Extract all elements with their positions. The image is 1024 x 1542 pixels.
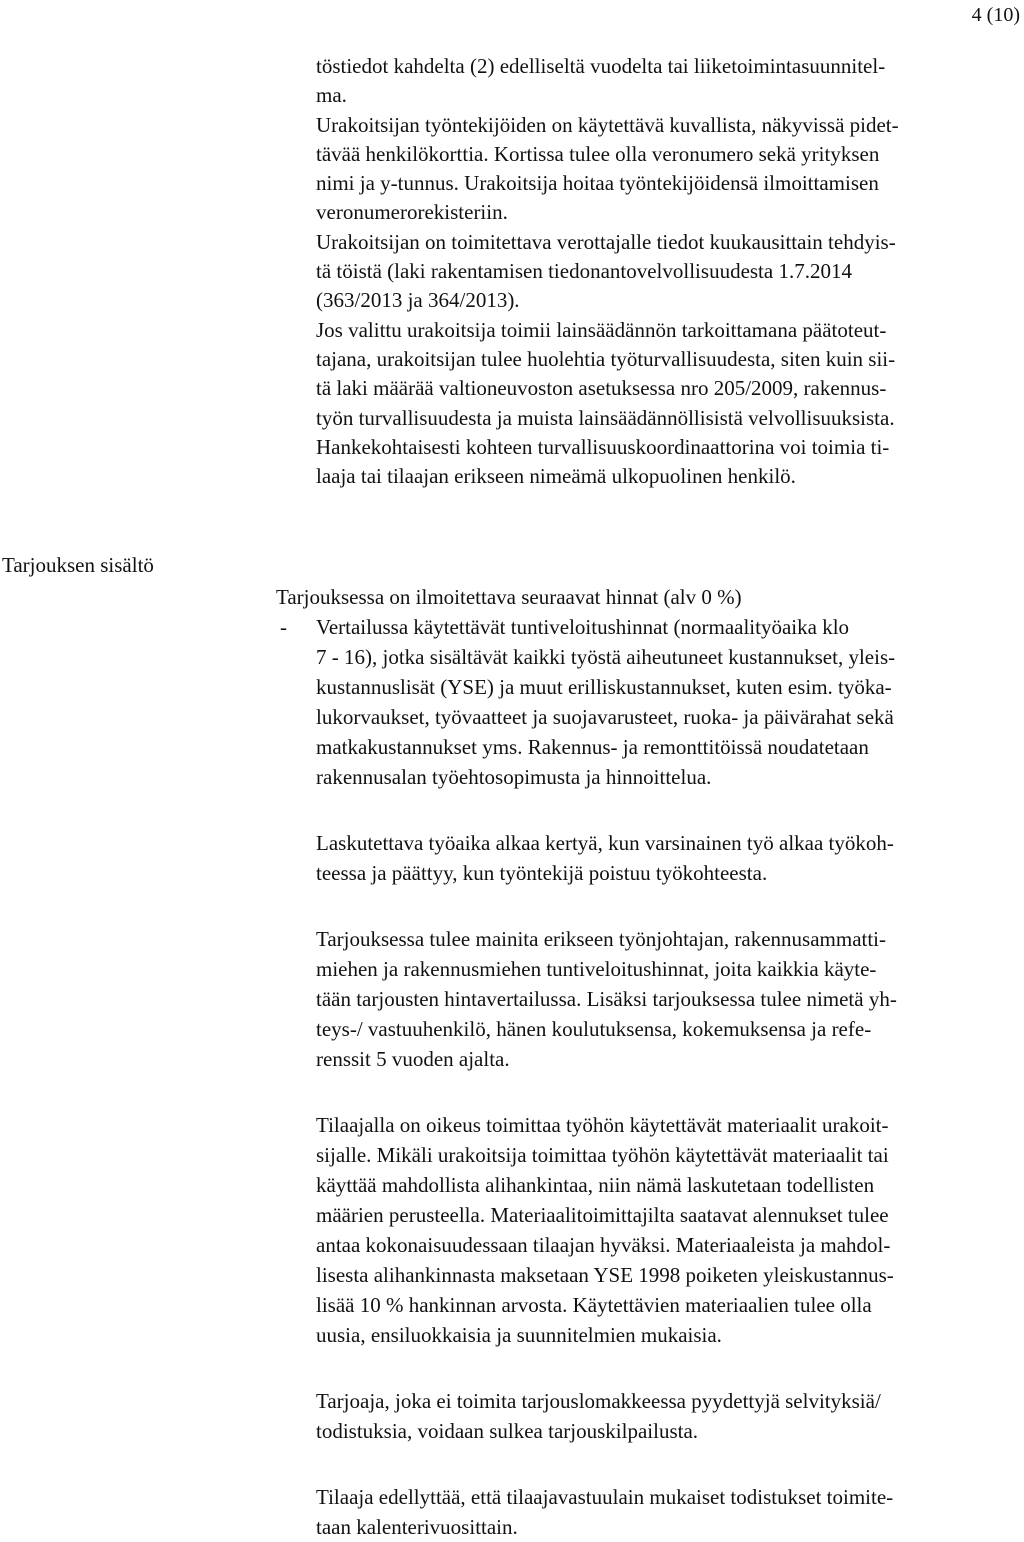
text-line: töstiedot kahdelta (2) edelliseltä vuodelta tai liiketoimintasuunnitel- <box>316 54 886 78</box>
text-line: rakennusalan työehtosopimusta ja hinnoittelua. <box>316 765 712 789</box>
text-line: Hankekohtaisesti kohteen turvallisuuskoordinaattorina voi toimia ti- <box>316 434 890 459</box>
paragraph-gap <box>276 888 1016 924</box>
text-line: tajana, urakoitsijan tulee huolehtia työturvallisuudesta, siten kuin sii- <box>316 346 896 371</box>
text-line: Laskutettava työaika alkaa kertyä, kun varsinainen työ alkaa työkoh- <box>316 831 894 855</box>
list-item <box>276 612 1016 792</box>
text-line: teys-/ vastuuhenkilö, hänen koulutuksensa, kokemuksensa ja refe- <box>316 1017 872 1041</box>
section-body <box>276 582 1016 1542</box>
text-line: tä laki määrää valtioneuvoston asetuksessa nro 205/2009, rakennus- <box>316 376 887 401</box>
bullet-dash: - <box>280 615 287 639</box>
text-line: Tilaaja edellyttää, että tilaajavastuulain mukaiset todistukset toimite- <box>316 1485 894 1509</box>
text-line: miehen ja rakennusmiehen tuntiveloitushinnat, joita kaikkia käyte- <box>316 957 877 981</box>
text-line: kustannuslisät (YSE) ja muut erilliskustannukset, kuten esim. työka- <box>316 675 892 699</box>
paragraph-gap <box>276 792 1016 828</box>
text-line: antaa kokonaisuudessaan tilaajan hyväksi. Materiaaleista ja mahdol- <box>316 1233 891 1257</box>
text-line: matkakustannukset yms. Rakennus- ja remonttitöissä noudatetaan <box>316 735 869 759</box>
text-line: laaja tai tilaajan erikseen nimeämä ulkopuolinen henkilö. <box>316 464 796 489</box>
text-line: ma. <box>316 83 347 108</box>
paragraph <box>316 1386 1016 1446</box>
page-number: 4 (10) <box>971 4 1020 26</box>
text-line: tä töistä (laki rakentamisen tiedonantovelvollisuudesta 1.7.2014 <box>316 259 852 284</box>
text-line: 7 - 16), jotka sisältävät kaikki työstä aiheutuneet kustannukset, yleis- <box>316 645 896 669</box>
text-line: tään tarjousten hintavertailussa. Lisäksi tarjouksessa tulee nimetä yh- <box>316 987 897 1011</box>
text-line: taan kalenterivuosittain. <box>316 1515 518 1539</box>
paragraph-gap <box>276 1446 1016 1482</box>
paragraph-gap <box>276 1074 1016 1110</box>
text-line: käyttää mahdollista alihankintaa, niin nämä laskutetaan todellisten <box>316 1173 875 1197</box>
text-line: työn turvallisuudesta ja muista lainsäädännöllisistä velvollisuuksista. <box>316 405 895 430</box>
text-line: uusia, ensiluokkaisia ja suunnitelmien mukaisia. <box>316 1323 722 1347</box>
text-line: sijalle. Mikäli urakoitsija toimittaa työhön käytettävät materiaalit tai <box>316 1143 889 1167</box>
section-intro: Tarjouksessa on ilmoitettava seuraavat hinnat (alv 0 %) <box>276 585 742 609</box>
text-line: nimi ja y-tunnus. Urakoitsija hoitaa työntekijöidensä ilmoittamisen <box>316 171 879 196</box>
text-line: Vertailussa käytettävät tuntiveloitushinnat (normaalityöaika klo <box>316 615 850 639</box>
text-line: määrien perusteella. Materiaalitoimittajilta saatavat alennukset tulee <box>316 1203 889 1227</box>
text-line: renssit 5 vuoden ajalta. <box>316 1047 510 1071</box>
text-line: veronumerorekisteriin. <box>316 200 508 225</box>
text-line: Urakoitsijan työntekijöiden on käytettävä kuvallista, näkyvissä pidet- <box>316 112 899 137</box>
text-line: Jos valittu urakoitsija toimii lainsäädännön tarkoittamana päätoteut- <box>316 317 887 342</box>
paragraph <box>316 1482 1016 1542</box>
text-line: Tarjouksessa tulee mainita erikseen työnjohtajan, rakennusammatti- <box>316 927 887 951</box>
text-line: teessa ja päättyy, kun työntekijä poistuu työkohteesta. <box>316 861 768 885</box>
text-line: Tarjoaja, joka ei toimita tarjouslomakkeessa pyydettyjä selvityksiä/ <box>316 1389 881 1413</box>
section-heading: Tarjouksen sisältö <box>2 553 154 577</box>
paragraph <box>316 828 1016 888</box>
top-paragraph <box>316 52 1016 491</box>
text-line: lisää 10 % hankinnan arvosta. Käytettävien materiaalien tulee olla <box>316 1293 872 1317</box>
text-line: Urakoitsijan on toimitettava verottajalle tiedot kuukausittain tehdyis- <box>316 229 896 254</box>
text-line: todistuksia, voidaan sulkea tarjouskilpailusta. <box>316 1419 699 1443</box>
paragraph-gap <box>276 1350 1016 1386</box>
text-line: tävää henkilökorttia. Kortissa tulee olla veronumero sekä yrityksen <box>316 141 880 166</box>
text-line: lisesta alihankinnasta maksetaan YSE 1998 poiketen yleiskustannus- <box>316 1263 894 1287</box>
text-line: (363/2013 ja 364/2013). <box>316 288 520 313</box>
paragraph <box>316 1110 1016 1350</box>
text-line: Tilaajalla on oikeus toimittaa työhön käytettävät materiaalit urakoit- <box>316 1113 889 1137</box>
text-line: lukorvaukset, työvaatteet ja suojavarusteet, ruoka- ja päivärahat sekä <box>316 705 894 729</box>
paragraph <box>316 924 1016 1074</box>
